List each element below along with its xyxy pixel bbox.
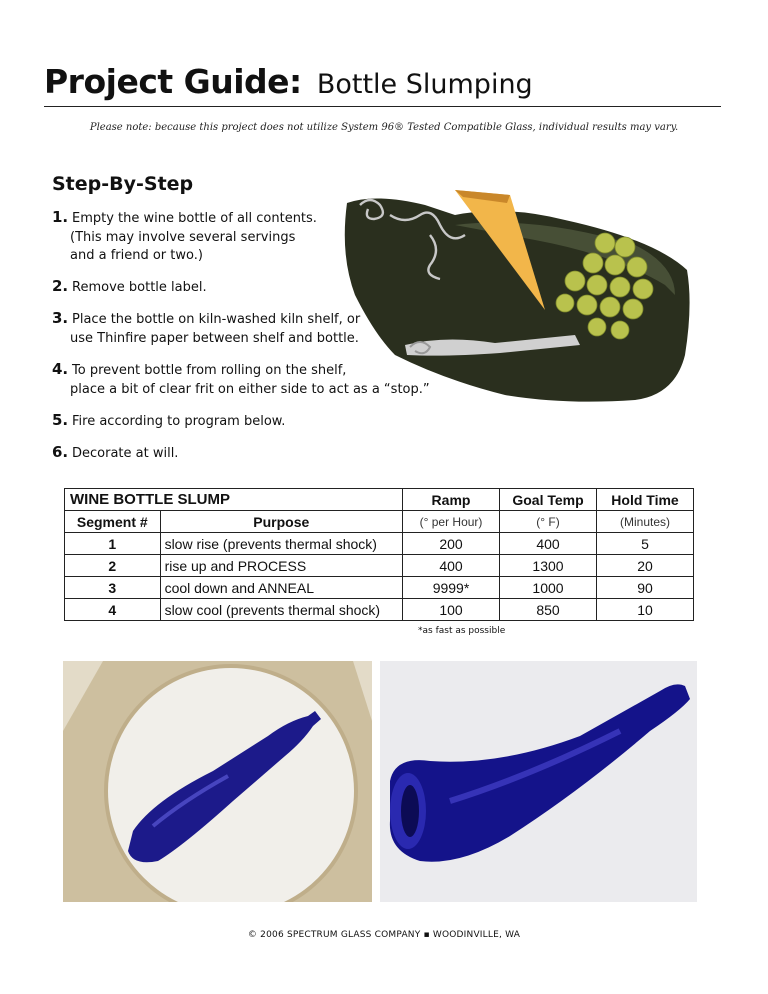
step-1: [52, 208, 317, 266]
goal-cell: 1300: [500, 555, 597, 577]
step-text: (This may involve several servings: [70, 229, 296, 245]
slumped-bottle-photo: [380, 661, 697, 902]
sub-ramp: (° per Hour): [403, 511, 500, 533]
table-title: WINE BOTTLE SLUMP: [65, 489, 403, 511]
section-heading: Step-By-Step: [52, 173, 194, 195]
step-text: use Thinfire paper between shelf and bottle.: [70, 330, 359, 346]
step-number: 1.: [52, 208, 69, 226]
purpose-cell: cool down and ANNEAL: [160, 577, 402, 599]
step-number: 4.: [52, 360, 69, 378]
step-number: 6.: [52, 443, 69, 461]
bottle-cheese-board-image: [335, 185, 695, 410]
step-5: [52, 411, 285, 432]
segment-cell: 3: [65, 577, 161, 599]
hold-cell: 10: [597, 599, 694, 621]
step-2: [52, 277, 207, 298]
step-text: Remove bottle label.: [72, 280, 207, 295]
goal-cell: 1000: [500, 577, 597, 599]
segment-cell: 1: [65, 533, 161, 555]
page-footer: © 2006 SPECTRUM GLASS COMPANY ▪ WOODINVILLE, WA: [247, 930, 521, 940]
hold-cell: 90: [597, 577, 694, 599]
purpose-cell: slow cool (prevents thermal shock): [160, 599, 402, 621]
hold-cell: 20: [597, 555, 694, 577]
disclaimer-note: Please note: because this project does not utilize System 96® Tested Compatible Glass, individual results may vary.: [89, 122, 679, 133]
ramp-cell: 200: [403, 533, 500, 555]
table-row: [65, 577, 694, 599]
hold-cell: 5: [597, 533, 694, 555]
firing-program-table: [64, 488, 694, 621]
segment-cell: 4: [65, 599, 161, 621]
col-goal-temp: Goal Temp: [500, 489, 597, 511]
step-text: Fire according to program below.: [72, 414, 286, 429]
ramp-cell: 9999*: [403, 577, 500, 599]
step-3: [52, 309, 360, 348]
step-text: To prevent bottle from rolling on the shelf,: [72, 363, 347, 378]
table-row: [65, 533, 694, 555]
sub-purpose: Purpose: [160, 511, 402, 533]
step-6: [52, 443, 178, 464]
col-hold-time: Hold Time: [597, 489, 694, 511]
ramp-cell: 100: [403, 599, 500, 621]
step-text: and a friend or two.): [70, 248, 203, 263]
table-footnote: *as fast as possible: [418, 626, 506, 636]
table-row: [65, 599, 694, 621]
step-text: Empty the wine bottle of all contents.: [72, 211, 317, 226]
sub-segment: Segment #: [65, 511, 161, 533]
goal-cell: 850: [500, 599, 597, 621]
step-text: Decorate at will.: [72, 446, 179, 461]
title-rule: [44, 106, 721, 107]
purpose-cell: slow rise (prevents thermal shock): [160, 533, 402, 555]
step-number: 5.: [52, 411, 69, 429]
table-row: [65, 555, 694, 577]
step-number: 3.: [52, 309, 69, 327]
ramp-cell: 400: [403, 555, 500, 577]
kiln-bottle-photo: [63, 661, 372, 902]
goal-cell: 400: [500, 533, 597, 555]
step-text: Place the bottle on kiln-washed kiln shelf, or: [72, 312, 361, 327]
step-text: place a bit of clear frit on either side to act as a “stop.”: [70, 381, 430, 397]
title-light: Bottle Slumping: [316, 69, 533, 100]
title-bold: Project Guide:: [44, 62, 302, 101]
purpose-cell: rise up and PROCESS: [160, 555, 402, 577]
page-title: [44, 62, 533, 101]
step-number: 2.: [52, 277, 69, 295]
sub-goal: (° F): [500, 511, 597, 533]
sub-hold: (Minutes): [597, 511, 694, 533]
segment-cell: 2: [65, 555, 161, 577]
col-ramp: Ramp: [403, 489, 500, 511]
